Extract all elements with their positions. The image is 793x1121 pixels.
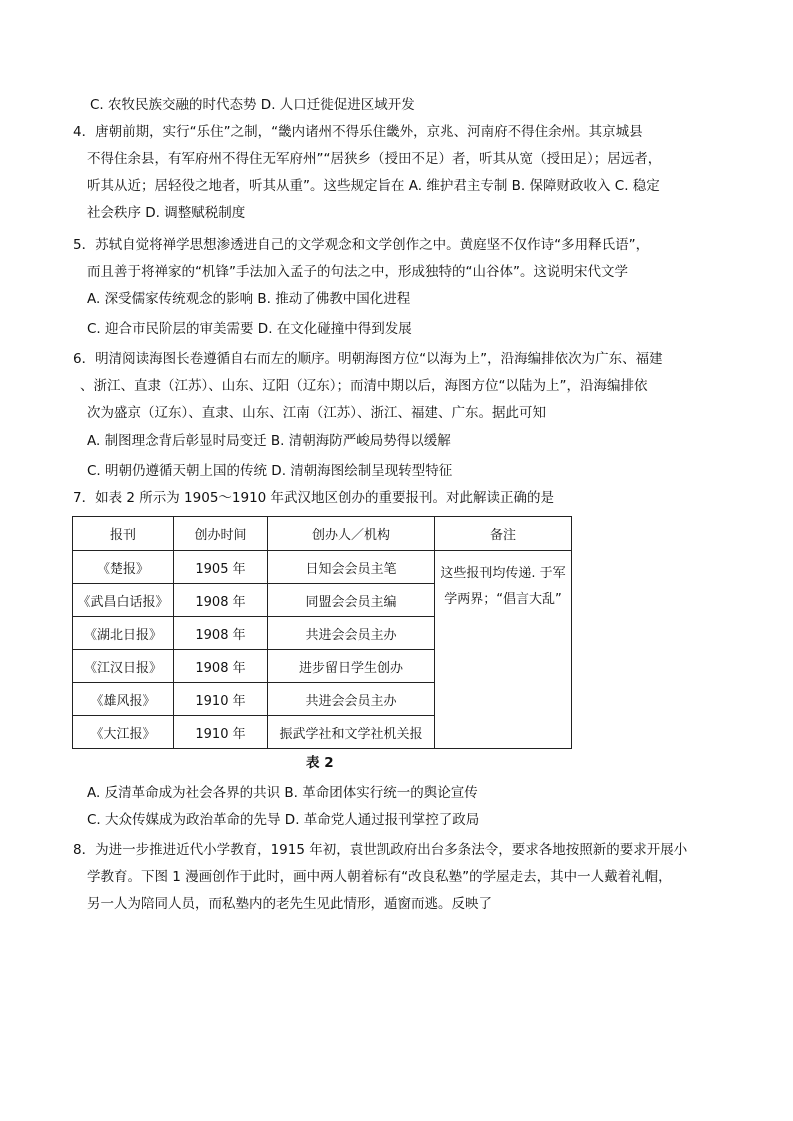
q7-option-cd: C. 大众传媒成为政治革命的先导 D. 革命党人通过报刊掌控了政局: [87, 812, 480, 828]
table-cell-year: 1910 年: [174, 716, 268, 749]
q4-line-3: 听其从近；居轻役之地者，听其从重”。这些规定旨在 A. 维护君主专制 B. 保障财政收入 C. 稳定: [87, 178, 660, 194]
q7-stem: 7．如表 2 所示为 1905～1910 年武汉地区创办的重要报刊。对此解读正确的是: [73, 490, 555, 506]
table-header-cell: 报刊: [73, 517, 174, 551]
table-cell-newspaper: 《江汉日报》: [73, 650, 174, 683]
q6-line-3: 次为盛京（辽东）、直隶、山东、江南（江苏）、浙江、福建、广东。据此可知: [87, 405, 546, 421]
table-cell-newspaper: 《武昌白话报》: [73, 584, 174, 617]
table-header-row: [73, 517, 572, 551]
table-cell-founder: 进步留日学生创办: [268, 650, 435, 683]
q8-line-1: 8．为进一步推进近代小学教育，1915 年初，袁世凯政府出台多条法令，要求各地按照新的要求开展小: [73, 842, 688, 858]
table-header-cell: 创办人／机构: [268, 517, 435, 551]
table-cell-newspaper: 《大江报》: [73, 716, 174, 749]
table-cell-founder: 共进会会员主办: [268, 683, 435, 716]
q7-option-ab: A. 反清革命成为社会各界的共识 B. 革命团体实行统一的舆论宣传: [87, 785, 478, 801]
table-cell-year: 1908 年: [174, 584, 268, 617]
table-header-cell: 创办时间: [174, 517, 268, 551]
note-text: 这些报刊均传递. 于军学两界；“倡言大乱”: [440, 566, 566, 607]
q6-line-2: 、浙江、直隶（江苏）、山东、辽阳（辽东）；而清中期以后，海图方位“以陆为上”，沿海编排依: [80, 378, 648, 394]
q3-options-tail: C. 农牧民族交融的时代态势 D. 人口迁徙促进区域开发: [90, 97, 415, 113]
table-cell-year: 1910 年: [174, 683, 268, 716]
q5-line-2: 而且善于将禅家的“机锋”手法加入孟子的句法之中，形成独特的“山谷体”。这说明宋代文学: [87, 264, 628, 280]
table-row: [73, 551, 572, 584]
q5-line-1: 5．苏轼自觉将禅学思想渗透进自己的文学观念和文学创作之中。黄庭坚不仅作诗“多用释氏语”，: [73, 237, 650, 253]
q4-line-1: 4．唐朝前期，实行“乐住”之制，“畿内诸州不得乐住畿外，京兆、河南府不得住余州。其京城县: [73, 124, 643, 140]
q6-option-ab: A. 制图理念背后彰显时局变迁 B. 清朝海防严峻局势得以缓解: [87, 433, 451, 449]
table-cell-newspaper: 《楚报》: [73, 551, 174, 584]
table-caption: 表 2: [306, 755, 334, 771]
q4-line-2: 不得住余县，有军府州不得住无军府州”“居狭乡（授田不足）者，听其从宽（授田足）；居远者，: [87, 151, 662, 167]
table-cell-founder: 同盟会会员主编: [268, 584, 435, 617]
table-cell-year: 1905 年: [174, 551, 268, 584]
q5-option-ab: A. 深受儒家传统观念的影响 B. 推动了佛教中国化进程: [87, 291, 411, 307]
table-cell-founder: 振武学社和文学社机关报: [268, 716, 435, 749]
table-header-cell: 备注: [435, 517, 572, 551]
q5-option-cd: C. 迎合市民阶层的审美需要 D. 在文化碰撞中得到发展: [87, 321, 412, 337]
table-cell-newspaper: 《湖北日报》: [73, 617, 174, 650]
q6-option-cd: C. 明朝仍遵循天朝上国的传统 D. 清朝海图绘制呈现转型特征: [87, 463, 453, 479]
q4-line-4: 社会秩序 D. 调整赋税制度: [87, 205, 246, 221]
table-cell-year: 1908 年: [174, 617, 268, 650]
table-cell-note: [435, 551, 572, 749]
newspaper-table: [72, 516, 572, 749]
q8-line-3: 另一人为陪同人员，而私塾内的老先生见此情形，遁窗而逃。反映了: [87, 896, 492, 912]
table-cell-newspaper: 《雄风报》: [73, 683, 174, 716]
table-cell-founder: 日知会会员主笔: [268, 551, 435, 584]
q8-line-2: 学教育。下图 1 漫画创作于此时，画中两人朝着标有“改良私塾”的学屋走去，其中一人戴着礼帽，: [87, 869, 672, 885]
table-cell-founder: 共进会会员主办: [268, 617, 435, 650]
table-cell-year: 1908 年: [174, 650, 268, 683]
q6-line-1: 6．明清阅读海图长卷遵循自右而左的顺序。明朝海图方位“以海为上”，沿海编排依次为广东、福建: [73, 351, 663, 367]
